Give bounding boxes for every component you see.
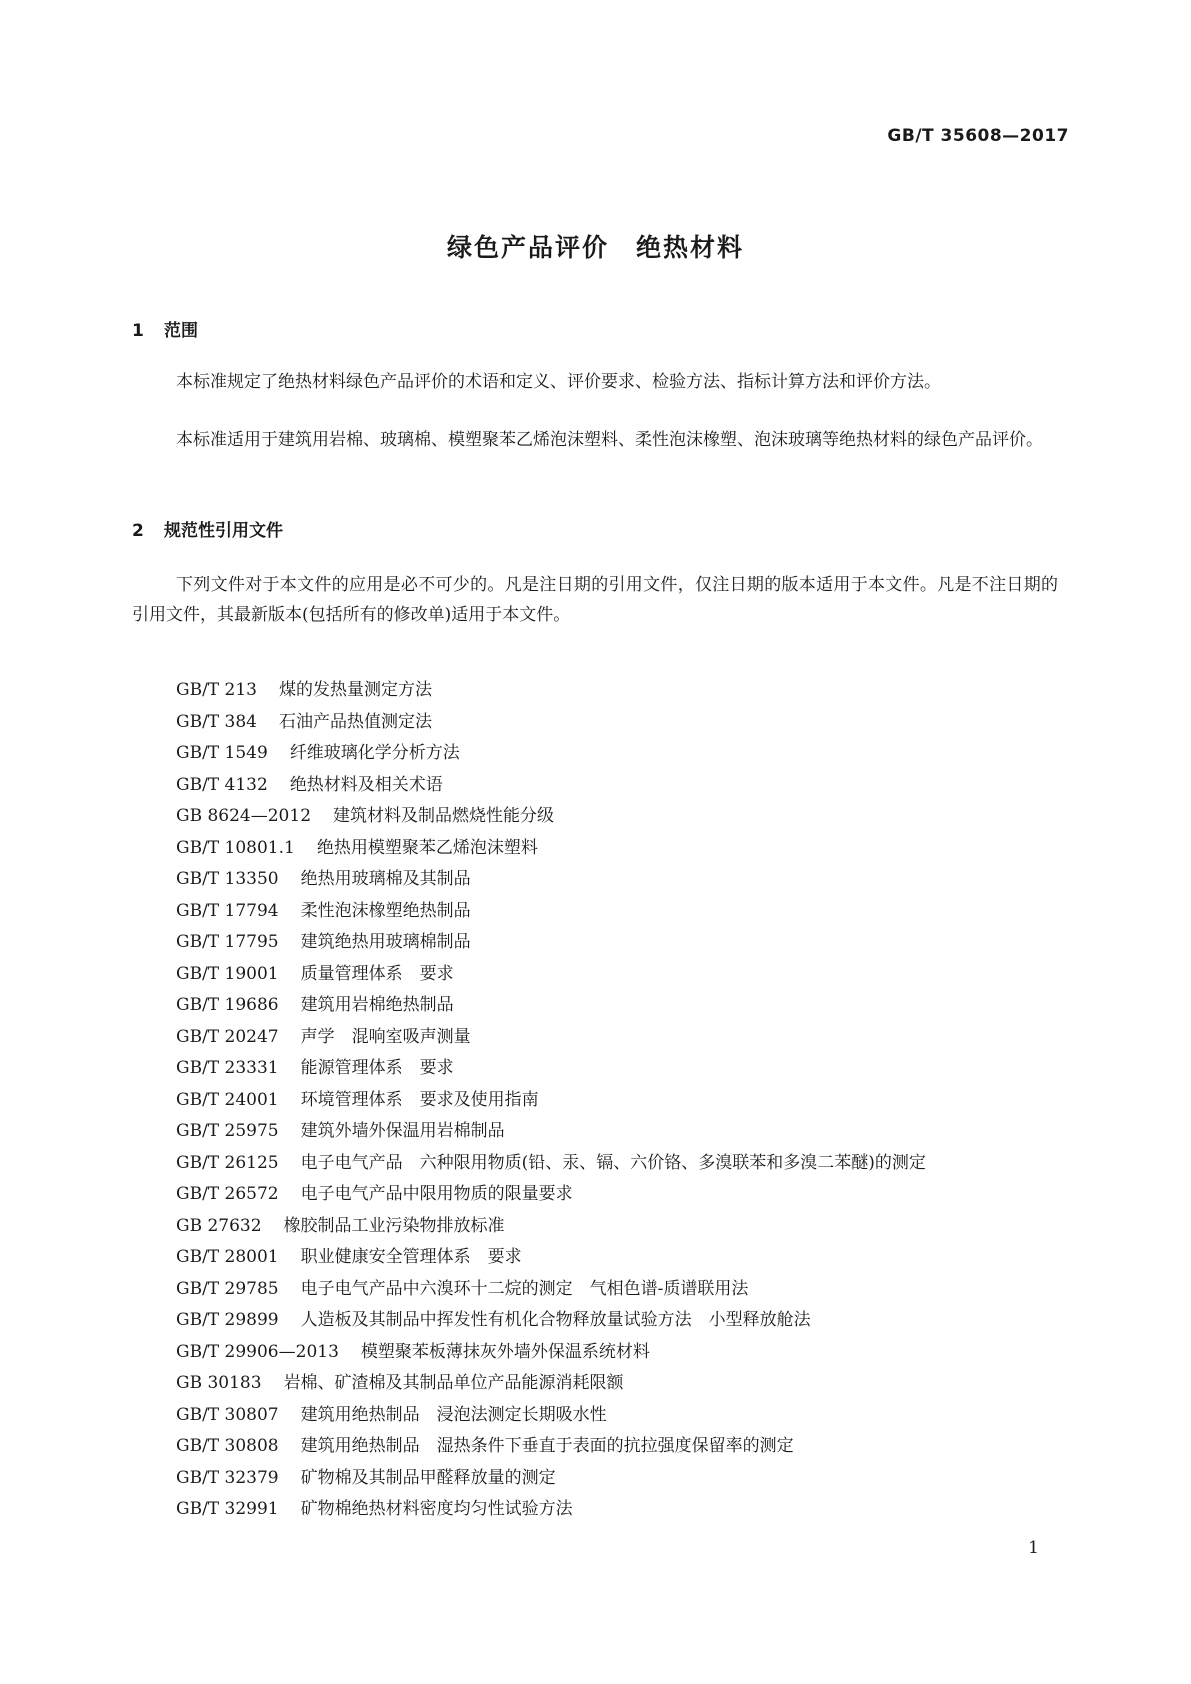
reference-item [176,927,926,959]
reference-title: 能源管理体系 要求 [300,1058,454,1078]
reference-title: 建筑材料及制品燃烧性能分级 [333,806,555,826]
reference-title: 环境管理体系 要求及使用指南 [300,1089,539,1110]
reference-code: GB/T 19001 [176,963,279,984]
reference-title: 电子电气产品中限用物质的限量要求 [300,1184,573,1204]
reference-title: 建筑绝热用玻璃棉制品 [300,932,471,952]
reference-item [176,1116,926,1148]
standard-code: GB/T 35608—2017 [887,126,1069,146]
reference-item [176,1494,926,1526]
reference-item [176,864,926,896]
reference-item [176,1053,926,1085]
reference-code: GB/T 25975 [176,1121,279,1141]
reference-code: GB/T 4132 [176,774,268,795]
reference-title: 柔性泡沫橡塑绝热制品 [300,900,471,921]
reference-code: GB/T 26125 [176,1152,279,1173]
reference-code: GB/T 29899 [176,1310,279,1330]
reference-code: GB/T 30808 [176,1436,279,1456]
reference-title: 建筑用岩棉绝热制品 [300,995,454,1015]
section-title: 范围 [164,321,198,341]
section-title: 规范性引用文件 [164,521,283,541]
reference-code: GB/T 17794 [176,900,279,921]
reference-code: GB/T 20247 [176,1026,279,1047]
reference-title: 人造板及其制品中挥发性有机化合物释放量试验方法 小型释放舱法 [300,1310,811,1330]
reference-title: 绝热用玻璃棉及其制品 [300,869,471,889]
reference-title: 电子电气产品 六种限用物质(铅、汞、镉、六价铬、多溴联苯和多溴二苯醚)的测定 [300,1152,926,1173]
reference-title: 纤维玻璃化学分析方法 [289,743,460,763]
section-heading-scope [132,316,198,341]
reference-item [176,1274,926,1306]
reference-item [176,1022,926,1054]
reference-title: 建筑用绝热制品 湿热条件下垂直于表面的抗拉强度保留率的测定 [300,1436,794,1456]
reference-title: 建筑用绝热制品 浸泡法测定长期吸水性 [300,1404,607,1425]
reference-item [176,1211,926,1243]
reference-title: 模塑聚苯板薄抹灰外墙外保温系统材料 [360,1341,650,1362]
reference-code: GB/T 29785 [176,1278,279,1299]
reference-item [176,1179,926,1211]
reference-code: GB/T 1549 [176,743,268,763]
reference-title: 矿物棉及其制品甲醛释放量的测定 [300,1467,556,1488]
reference-code: GB/T 32379 [176,1467,279,1488]
scope-paragraph-1: 本标准规定了绝热材料绿色产品评价的术语和定义、评价要求、检验方法、指标计算方法和评价方法。 [176,372,941,392]
reference-title: 绝热材料及相关术语 [289,774,443,795]
reference-item [176,707,926,739]
references-intro-paragraph: 下列文件对于本文件的应用是必不可少的。凡是注日期的引用文件，仅注日期的版本适用于本文件。凡是不注日期的引用文件，其最新版本(包括所有的修改单)适用于本文件。 [132,575,1058,625]
document-title: 绿色产品评价 绝热材料 [446,233,744,262]
reference-item [176,896,926,928]
reference-item [176,990,926,1022]
reference-code: GB/T 384 [176,711,257,732]
reference-code: GB/T 17795 [176,932,279,952]
reference-item [176,1085,926,1117]
reference-title: 煤的发热量测定方法 [279,680,432,700]
reference-title: 职业健康安全管理体系 要求 [300,1247,522,1267]
reference-item [176,770,926,802]
reference-item [176,1305,926,1337]
reference-list [176,675,926,1526]
reference-code: GB 27632 [176,1215,262,1236]
reference-item [176,675,926,707]
reference-title: 建筑外墙外保温用岩棉制品 [300,1121,505,1141]
reference-code: GB/T 213 [176,680,257,700]
reference-code: GB/T 30807 [176,1404,279,1425]
reference-item [176,1242,926,1274]
reference-item [176,1337,926,1369]
reference-title: 橡胶制品工业污染物排放标准 [283,1215,505,1236]
reference-item [176,1431,926,1463]
reference-title: 质量管理体系 要求 [300,963,454,984]
reference-item [176,738,926,770]
reference-code: GB 8624—2012 [176,806,312,826]
reference-code: GB/T 23331 [176,1058,279,1078]
reference-code: GB/T 10801.1 [176,837,295,858]
reference-code: GB/T 24001 [176,1089,279,1110]
reference-item [176,1148,926,1180]
section-number: 2 [132,521,144,541]
section-number: 1 [132,321,144,341]
scope-paragraph-2: 本标准适用于建筑用岩棉、玻璃棉、模塑聚苯乙烯泡沫塑料、柔性泡沫橡塑、泡沫玻璃等绝热材料的绿色产品评价。 [176,430,1043,450]
reference-title: 矿物棉绝热材料密度均匀性试验方法 [300,1499,573,1519]
reference-item [176,1463,926,1495]
reference-item [176,833,926,865]
section-heading-normative-references [132,516,283,541]
reference-item [176,801,926,833]
reference-item [176,1400,926,1432]
reference-code: GB/T 19686 [176,995,279,1015]
reference-title: 绝热用模塑聚苯乙烯泡沫塑料 [316,837,538,858]
reference-title: 岩棉、矿渣棉及其制品单位产品能源消耗限额 [283,1373,624,1393]
reference-title: 电子电气产品中六溴环十二烷的测定 气相色谱-质谱联用法 [300,1278,749,1299]
reference-title: 声学 混响室吸声测量 [300,1026,471,1047]
reference-code: GB/T 13350 [176,869,279,889]
reference-code: GB/T 29906—2013 [176,1341,339,1362]
reference-code: GB/T 32991 [176,1499,279,1519]
page-number: 1 [1028,1538,1039,1558]
reference-title: 石油产品热值测定法 [279,711,432,732]
reference-code: GB 30183 [176,1373,262,1393]
reference-item [176,1368,926,1400]
reference-code: GB/T 26572 [176,1184,279,1204]
reference-code: GB/T 28001 [176,1247,279,1267]
reference-item [176,959,926,991]
